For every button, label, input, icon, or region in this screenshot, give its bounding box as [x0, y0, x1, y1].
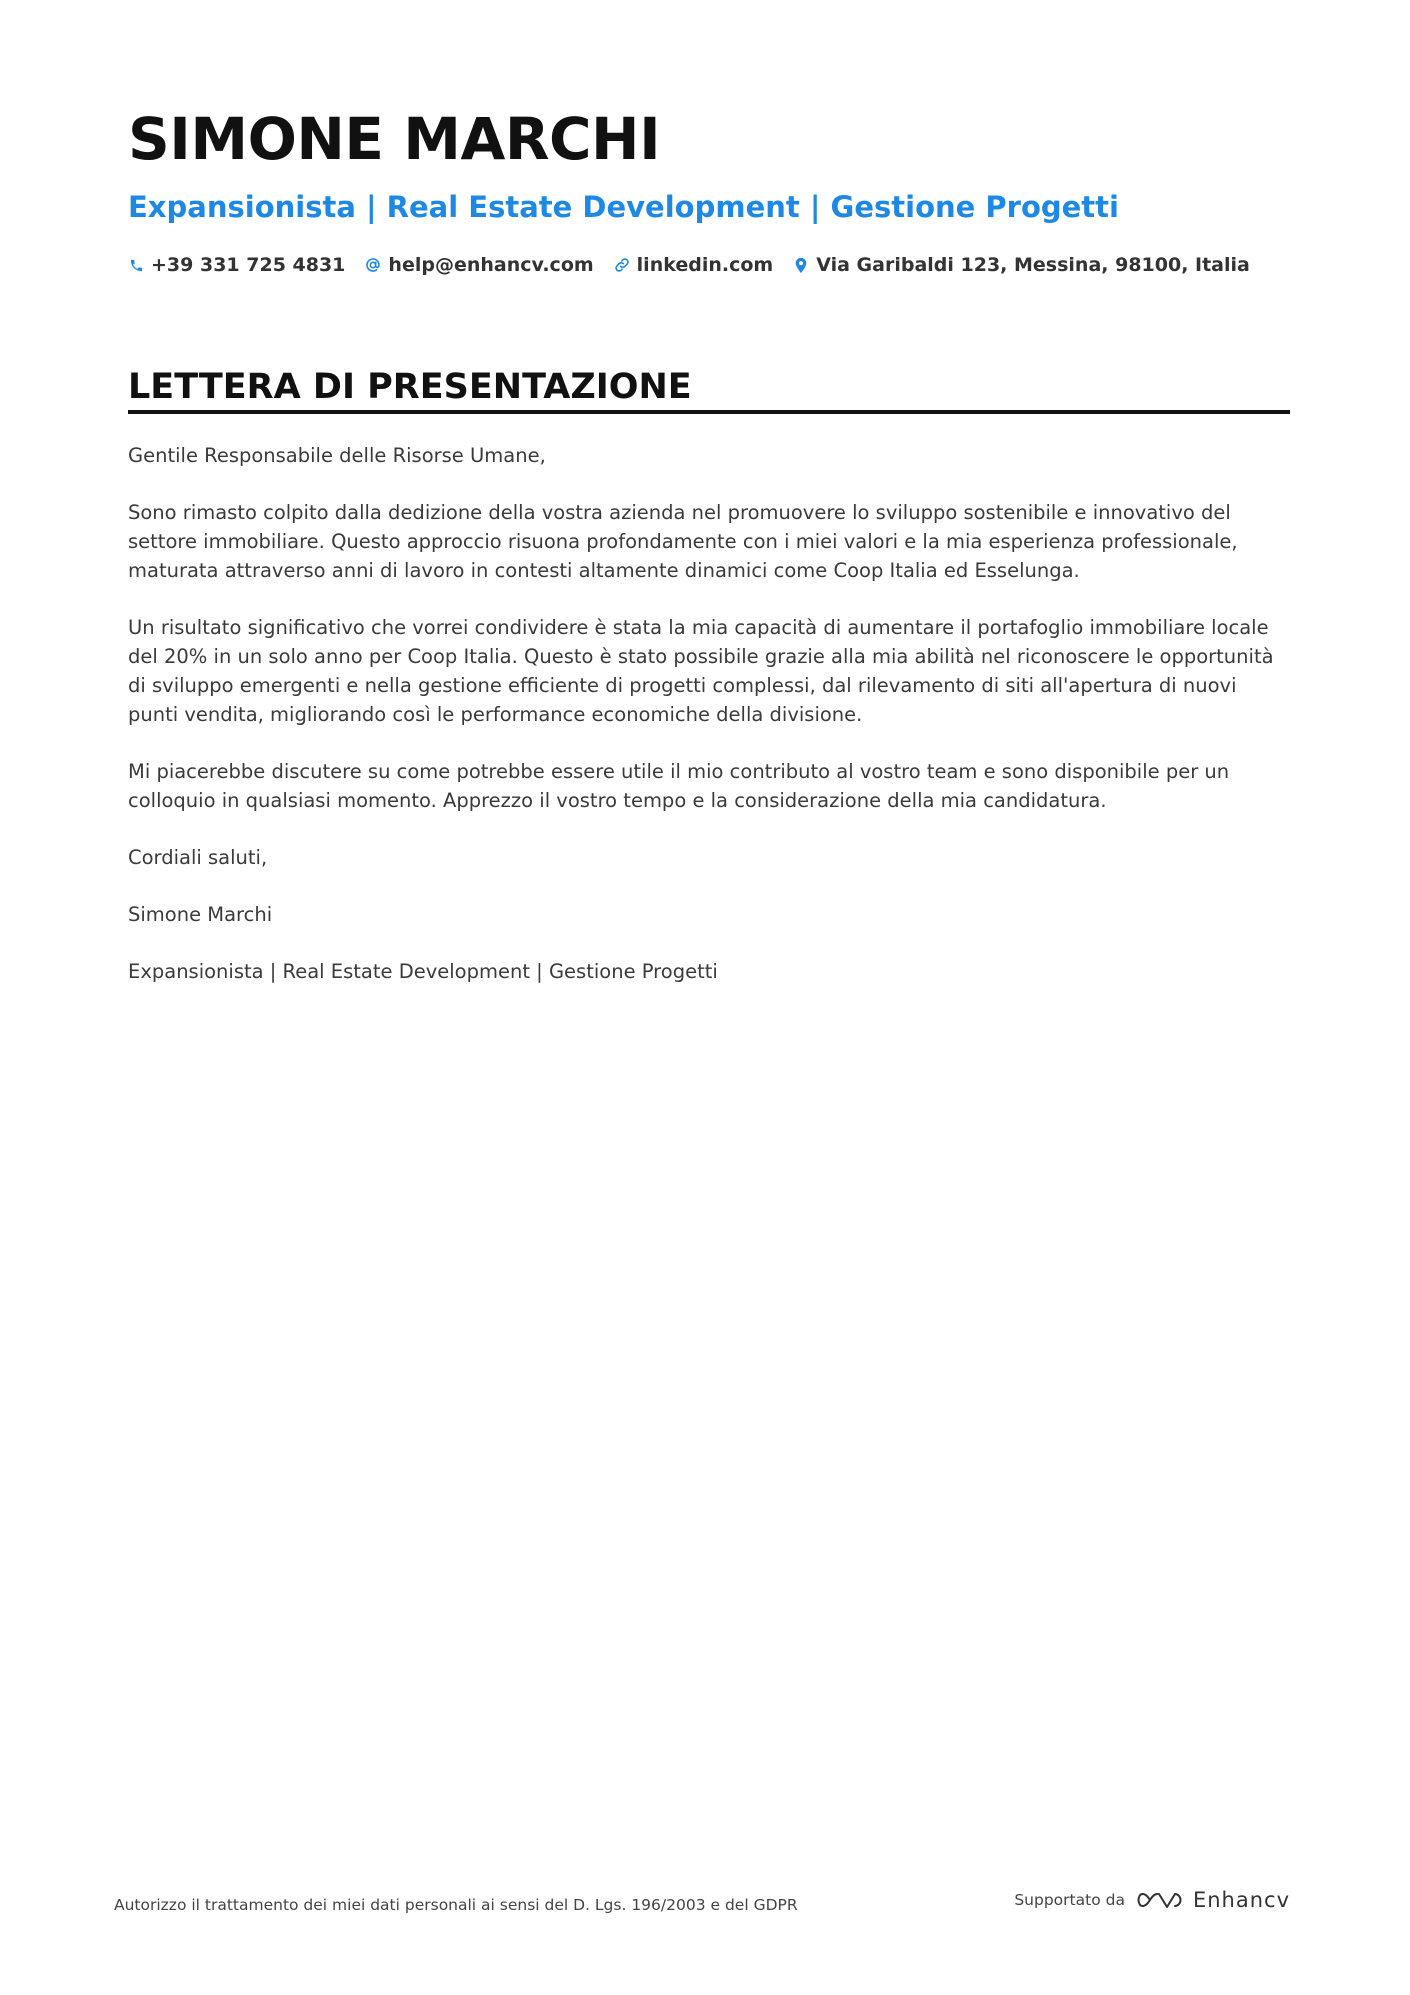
location-pin-icon — [793, 257, 809, 273]
contact-phone[interactable] — [128, 254, 345, 276]
letter-greeting: Gentile Responsabile delle Risorse Umane, — [128, 444, 546, 467]
phone-icon — [128, 257, 144, 273]
contact-linkedin-text: linkedin.com — [636, 254, 774, 276]
contact-info-row — [128, 254, 1270, 276]
letter-paragraph: Sono rimasto colpito dalla dedizione della vostra azienda nel promuovere lo sviluppo sostenibile e innovativo del settore immobiliare. Questo approccio risuona profondamente con i miei valori e la mia esperienza professionale, maturata attraverso anni di lavoro in contesti altamente dinamici come Coop Italia ed Esselunga. — [128, 501, 1238, 582]
candidate-name: SIMONE MARCHI — [128, 105, 661, 173]
contact-email[interactable] — [365, 254, 593, 276]
contact-linkedin[interactable] — [614, 254, 774, 276]
contact-email-text: help@enhancv.com — [388, 254, 594, 276]
supported-by-badge[interactable] — [1014, 1888, 1290, 1912]
section-title: LETTERA DI PRESENTAZIONE — [128, 367, 692, 407]
contact-address — [793, 254, 1250, 276]
letter-closing: Cordiali saluti, — [128, 846, 268, 869]
letter-paragraph: Un risultato significativo che vorrei condividere è stata la mia capacità di aumentare il portafoglio immobiliare locale del 20% in un solo anno per Coop Italia. Questo è stato possibile grazie alla mia abilità nel riconoscere le opportunità di sviluppo emergenti e nella gestione efficiente di progetti complessi, dal rilevamento di siti all'apertura di nuovi punti vendita, migliorando così le performance economiche della divisione. — [128, 616, 1274, 726]
letter-paragraph: Mi piacerebbe discutere su come potrebbe essere utile il mio contributo al vostro team e sono disponibile per un colloquio in qualsiasi momento. Apprezzo il vostro tempo e la considerazione della mia candidatura. — [128, 760, 1230, 812]
letter-signature-name: Simone Marchi — [128, 903, 273, 926]
link-icon — [614, 257, 630, 273]
contact-phone-text: +39 331 725 4831 — [151, 254, 346, 276]
enhancv-brand-name: Enhancv — [1192, 1888, 1290, 1912]
letter-signature-title: Expansionista | Real Estate Development | Gestione Progetti — [128, 960, 718, 983]
section-divider — [128, 410, 1290, 414]
at-icon — [365, 257, 381, 273]
privacy-consent-text: Autorizzo il trattamento dei miei dati personali ai sensi del D. Lgs. 196/2003 e del GDPR — [114, 1896, 798, 1914]
enhancv-logo-icon — [1137, 1888, 1183, 1912]
letter-body — [128, 441, 1290, 1014]
contact-address-text: Via Garibaldi 123, Messina, 98100, Italia — [816, 254, 1250, 276]
supported-by-caption: Supportato da — [1014, 1891, 1125, 1909]
candidate-headline: Expansionista | Real Estate Development | Gestione Progetti — [128, 190, 1119, 224]
